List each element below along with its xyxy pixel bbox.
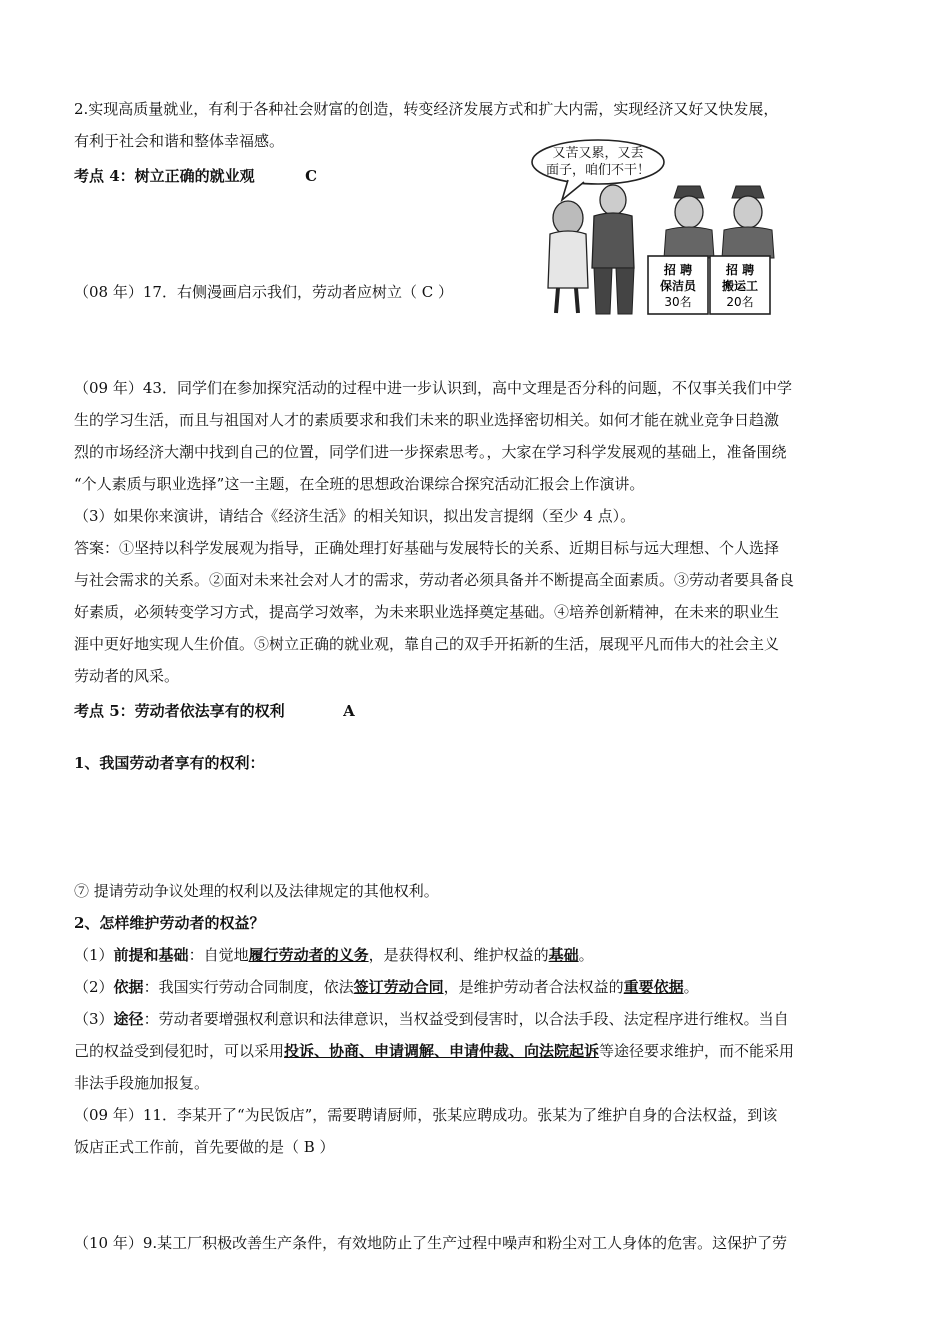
speech-line-2: 面子，咱们不干！: [545, 163, 651, 178]
q09-line-1: （09 年）43．同学们在参加探究活动的过程中进一步认识到，高中文理是否分科的问题，不仅事关我们中学: [74, 379, 792, 397]
p1-label: 前提和基础: [113, 946, 189, 964]
answer-line-2: 与社会需求的关系。②面对未来社会对人才的需求，劳动者必须具备并不断提高全面素质。③劳动者要具备良: [74, 571, 795, 589]
p2-index: （2）: [74, 978, 114, 996]
recruit-sign-2: [710, 256, 770, 314]
intro-line-1: 2.实现高质量就业，有利于各种社会财富的创造，转变经济发展方式和扩大内需，实现经济又好又快发展，: [74, 100, 779, 118]
p2-key-1: 签订劳动合同: [353, 978, 444, 996]
p1-text-1: ：自觉地: [188, 946, 249, 964]
intro-line-2: 有利于社会和谐和整体幸福感。: [74, 132, 285, 150]
answer-line-1: 答案：①坚持以科学发展观为指导，正确处理打好基础与发展特长的关系、近期目标与远大理想、个人选择: [74, 539, 780, 557]
person-man: [592, 185, 634, 314]
p3-index: （3）: [74, 1010, 114, 1028]
p2-key-2: 重要依据: [623, 978, 684, 996]
section-5-title: 考点 5：劳动者依法享有的权利: [74, 702, 285, 720]
p3-text-2: 己的权益受到侵犯时，可以采用: [74, 1042, 285, 1060]
p3-text-1: ：劳动者要增强权利意识和法律意识，当权益受到侵害时，以合法手段、法定程序进行维权。当自: [143, 1010, 789, 1028]
q09-line-3: 烈的市场经济大潮中找到自己的位置，同学们进一步探索思考。，大家在学习科学发展观的基础上，准备围绕: [74, 443, 787, 461]
q09b-line-1: （09 年）11．李某开了“为民饭店”，需要聘请厨师，张某应聘成功。张某为了维护自身的合法权益，到该: [74, 1106, 778, 1124]
p1-key-1: 履行劳动者的义务: [248, 946, 369, 964]
recruit-sign-1: [648, 256, 708, 314]
recruiter-2: [722, 186, 774, 258]
q08-stem: （08 年）17．右侧漫画启示我们，劳动者应树立（ C ）: [74, 283, 453, 301]
recruiter-1: [664, 186, 714, 258]
section-5-grade: A: [343, 702, 355, 720]
p3-label: 途径: [113, 1010, 144, 1028]
p2-text-3: 。: [683, 978, 699, 996]
sign-2-line-1: 招 聘: [725, 263, 755, 277]
protect-point-2: [74, 976, 884, 998]
section-5-heading: [74, 700, 884, 722]
person-woman: [548, 201, 588, 313]
protect-point-3: [74, 1008, 884, 1030]
protect-point-3-line-3: 非法手段施加报复。: [74, 1074, 210, 1092]
p2-label: 依据: [113, 978, 144, 996]
right-7: ⑦ 提请劳动争议处理的权利以及法律规定的其他权利。: [74, 882, 439, 900]
p3-text-3: 等途径要求维护，而不能采用: [599, 1042, 795, 1060]
p2-text-2: ，是维护劳动者合法权益的: [443, 978, 624, 996]
q09-line-2: 生的学习生活，而且与祖国对人才的素质要求和我们未来的职业选择密切相关。如何才能在就业竞争日趋激: [74, 411, 780, 429]
q09-line-5: （3）如果你来演讲，请结合《经济生活》的相关知识，拟出发言提纲（至少 4 点）。: [74, 507, 636, 525]
section-4-title: 考点 4：树立正确的就业观: [74, 167, 255, 185]
sign-2-line-2: 搬运工: [721, 279, 759, 293]
sign-1-line-1: 招 聘: [663, 263, 693, 277]
answer-line-3: 好素质，必须转变学习方式，提高学习效率，为未来职业选择奠定基础。④培养创新精神，在未来的职业生: [74, 603, 780, 621]
p1-index: （1）: [74, 946, 114, 964]
answer-line-5: 劳动者的风采。: [74, 667, 180, 685]
q09-line-4: “个人素质与职业选择”这一主题，在全班的思想政治课综合探究活动汇报会上作演讲。: [74, 475, 645, 493]
protect-heading: 2、怎样维护劳动者的权益？: [74, 914, 265, 932]
p3-key-1: 投诉、协商、申请调解、申请仲裁、向法院起诉: [284, 1042, 600, 1060]
q09b-line-2: 饭店正式工作前，首先要做的是（ B ）: [74, 1138, 335, 1156]
p1-text-3: 。: [578, 946, 594, 964]
protect-point-3-line-2: [74, 1040, 884, 1062]
speech-line-1: 又苦又累，又丢: [552, 146, 644, 161]
p1-key-2: 基础: [548, 946, 579, 964]
rights-heading: 1、我国劳动者享有的权利：: [74, 754, 265, 772]
sign-2-line-3: 20名: [726, 295, 754, 309]
protect-point-1: [74, 944, 884, 966]
p1-text-2: ，是获得权利、维护权益的: [368, 946, 549, 964]
sign-1-line-3: 30名: [664, 295, 692, 309]
cartoon-illustration: [528, 138, 878, 318]
p2-text-1: ：我国实行劳动合同制度，依法: [143, 978, 354, 996]
q10-line-1: （10 年）9.某工厂积极改善生产条件，有效地防止了生产过程中噪声和粉尘对工人身体的危害。这保护了劳: [74, 1234, 788, 1252]
answer-line-4: 涯中更好地实现人生价值。⑤树立正确的就业观，靠自己的双手开拓新的生活，展现平凡而伟大的社会主义: [74, 635, 780, 653]
section-4-grade: C: [305, 167, 318, 185]
sign-1-line-2: 保洁员: [659, 279, 697, 293]
